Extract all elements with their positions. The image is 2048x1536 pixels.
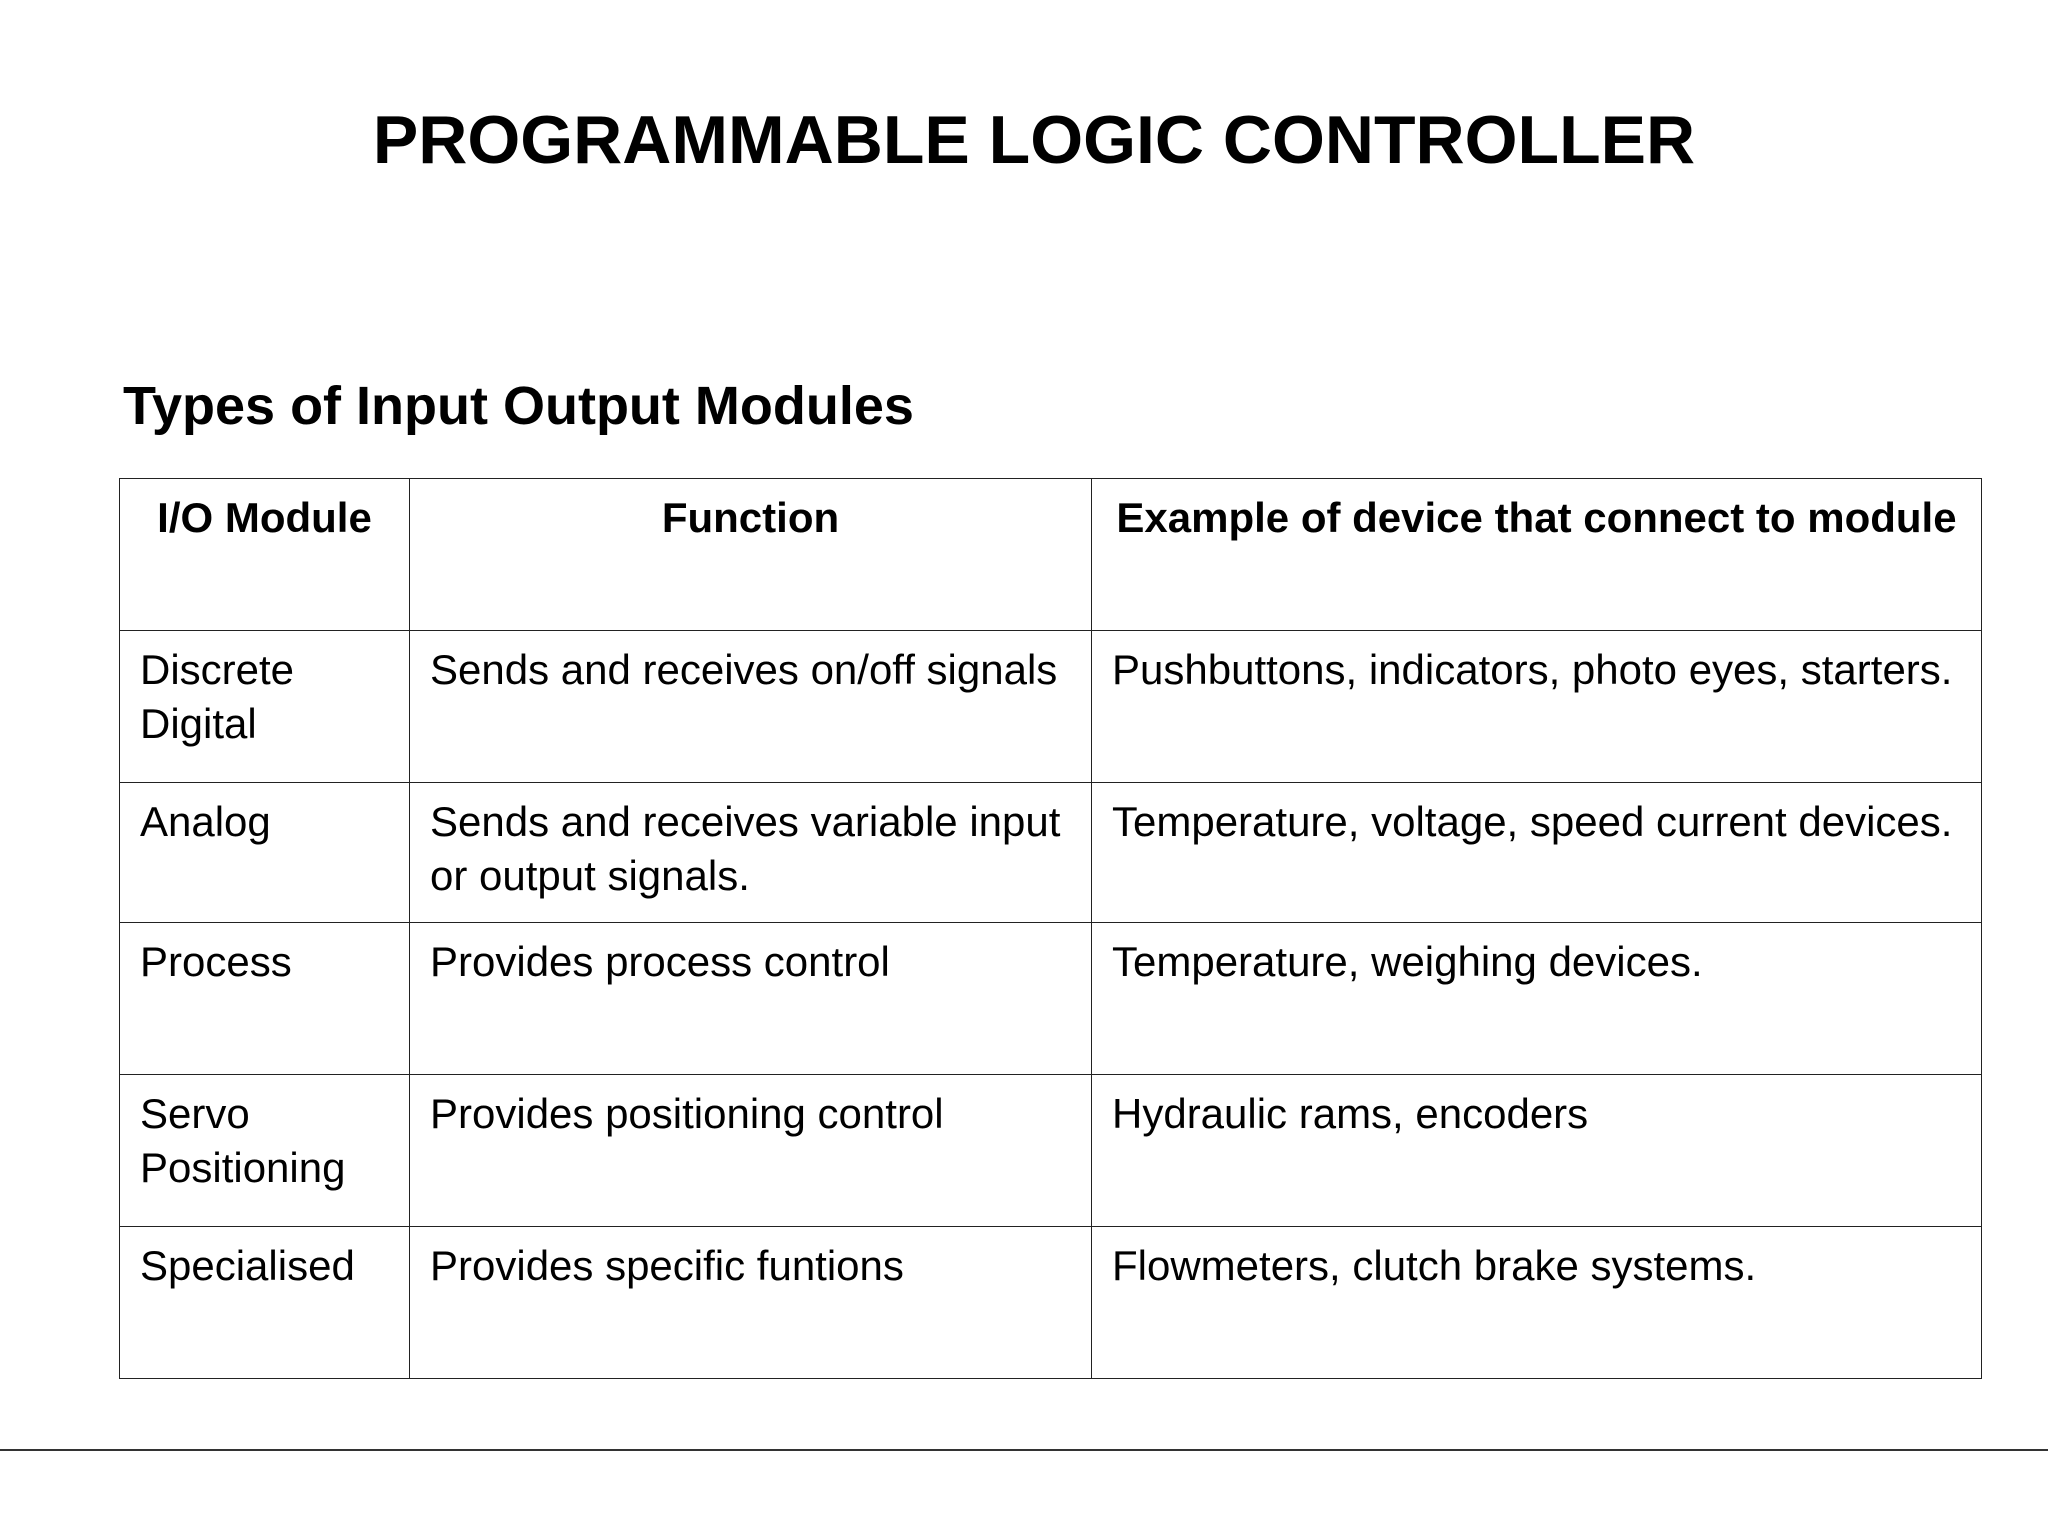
table-header-row <box>120 479 1982 631</box>
cell-function: Provides specific funtions <box>410 1227 1092 1379</box>
cell-example: Hydraulic rams, encoders <box>1092 1075 1982 1227</box>
header-io-module: I/O Module <box>120 479 410 631</box>
cell-function: Sends and receives on/off signals <box>410 631 1092 783</box>
bottom-divider <box>0 1449 2048 1451</box>
cell-module: Process <box>120 923 410 1075</box>
table-row <box>120 1227 1982 1379</box>
header-function: Function <box>410 479 1092 631</box>
table-row <box>120 631 1982 783</box>
cell-function: Provides process control <box>410 923 1092 1075</box>
cell-example: Temperature, weighing devices. <box>1092 923 1982 1075</box>
cell-example: Temperature, voltage, speed current devices. <box>1092 783 1982 923</box>
cell-example: Pushbuttons, indicators, photo eyes, starters. <box>1092 631 1982 783</box>
cell-module: Servo Positioning <box>120 1075 410 1227</box>
io-modules-table <box>119 478 1982 1379</box>
cell-module: Discrete Digital <box>120 631 410 783</box>
header-example: Example of device that connect to module <box>1092 479 1982 631</box>
cell-module: Analog <box>120 783 410 923</box>
table-row <box>120 923 1982 1075</box>
table-row <box>120 783 1982 923</box>
cell-example: Flowmeters, clutch brake systems. <box>1092 1227 1982 1379</box>
cell-module: Specialised <box>120 1227 410 1379</box>
section-heading: Types of Input Output Modules <box>123 376 914 436</box>
cell-function: Sends and receives variable input or output signals. <box>410 783 1092 923</box>
slide-title: PROGRAMMABLE LOGIC CONTROLLER <box>372 102 1696 178</box>
cell-function: Provides positioning control <box>410 1075 1092 1227</box>
table-row <box>120 1075 1982 1227</box>
